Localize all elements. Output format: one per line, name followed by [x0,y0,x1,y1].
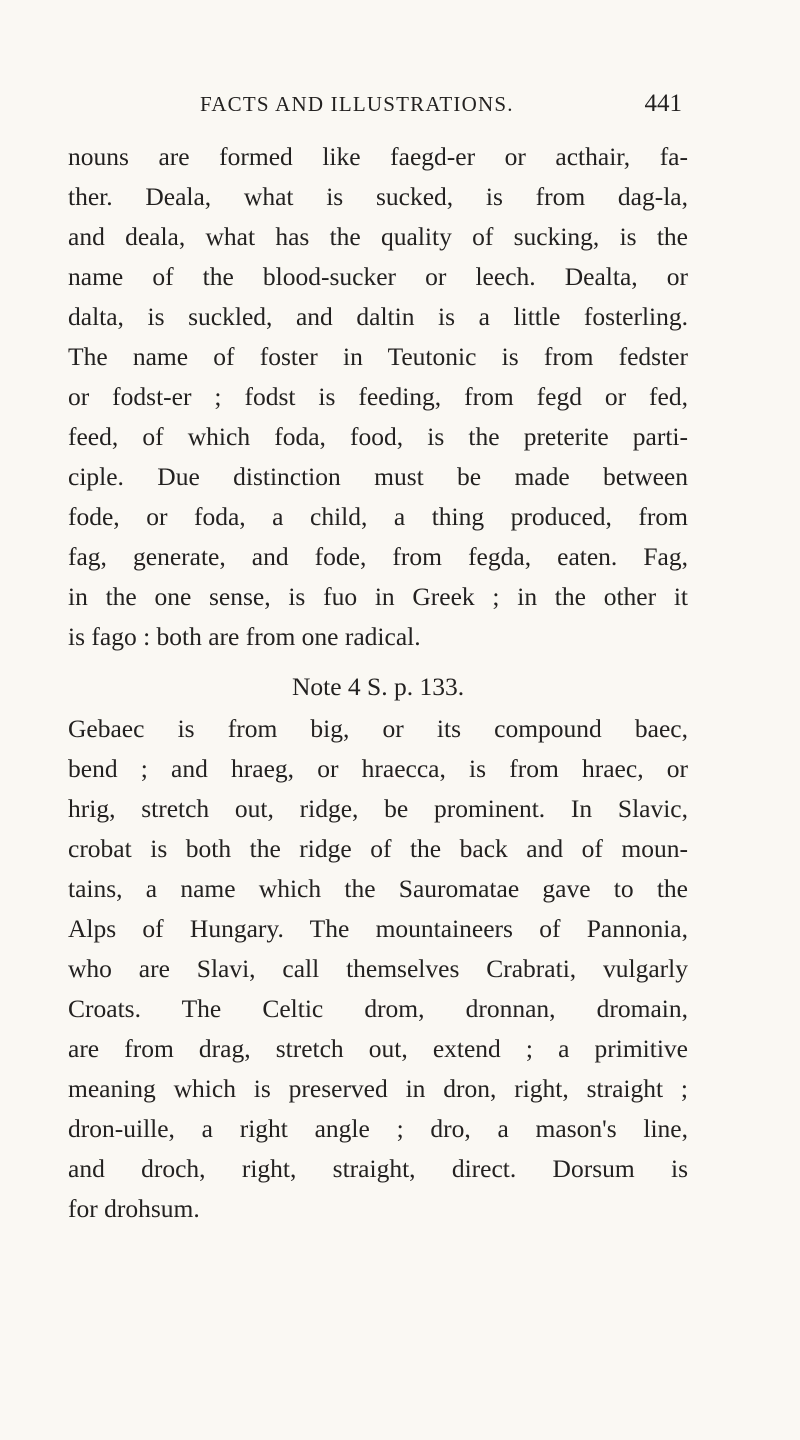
text-line: Gebaec is from big, or its compound baec, [68,714,688,743]
text-line: meaning which is preserved in dron, right, straight ; [68,1074,688,1103]
text-line: or fodst-er ; fodst is feeding, from fegd or fed, [68,382,688,411]
text-line: dalta, is suckled, and daltin is a little fosterling. [68,302,688,331]
note-heading: Note 4 S. p. 133. [291,672,465,701]
text-line: who are Slavi, call themselves Crabrati, vulgarly [68,954,688,983]
text-line: nouns are formed like faegd-er or acthair, fa- [68,142,688,171]
text-line: name of the blood-sucker or leech. Dealta, or [68,262,688,291]
text-line: bend ; and hraeg, or hraecca, is from hraec, or [68,754,688,783]
text-line: hrig, stretch out, ridge, be prominent. In Slavic, [68,794,688,823]
text-line: for drohsum. [68,1194,200,1223]
text-line: ciple. Due distinction must be made between [68,462,688,491]
text-line: tains, a name which the Sauromatae gave to the [68,874,688,903]
running-header [200,92,682,128]
text-line: fode, or foda, a child, a thing produced, from [68,502,688,531]
text-line: in the one sense, is fuo in Greek ; in the other it [68,582,688,611]
text-line: are from drag, stretch out, extend ; a primitive [68,1034,688,1063]
text-line: crobat is both the ridge of the back and of moun- [68,834,688,863]
text-line: Croats. The Celtic drom, dronnan, dromain, [68,994,688,1023]
text-line: ther. Deala, what is sucked, is from dag-la, [68,182,688,211]
text-line: and droch, right, straight, direct. Dorsum is [68,1154,688,1183]
text-line: The name of foster in Teutonic is from fedster [68,342,688,371]
header-title: FACTS AND ILLUSTRATIONS. [200,92,514,116]
text-line: fag, generate, and fode, from fegda, eaten. Fag, [68,542,688,571]
text-line: dron-uille, a right angle ; dro, a mason's line, [68,1114,688,1143]
text-line: is fago : both are from one radical. [68,622,421,651]
text-line: feed, of which foda, food, is the preterite parti- [68,422,688,451]
text-line: and deala, what has the quality of sucking, is the [68,222,688,251]
text-line: Alps of Hungary. The mountaineers of Pannonia, [68,914,688,943]
page-number: 441 [644,90,682,117]
